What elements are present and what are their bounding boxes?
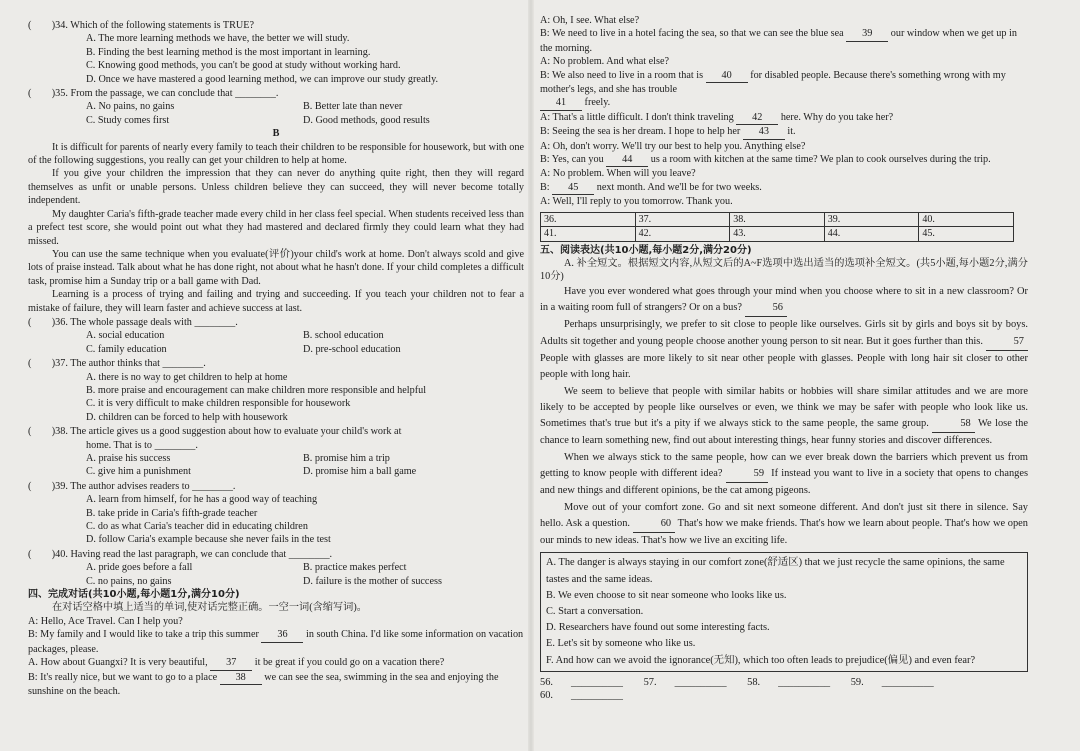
question-40 — [28, 548, 524, 588]
answer-cell[interactable]: 42. — [635, 227, 730, 241]
answer-number: 58. — [747, 676, 761, 688]
dialog-line — [540, 450, 1028, 500]
question-stem: ( )39. The author advises readers to ________. — [28, 480, 236, 492]
line-text: We seem to believe that people with similar habits or hobbies will share similar attitudes and we are more likely to be accepted by people like ourselves or even, we think we may be safer with people who look like us. Sometimes that's true but it's a pity if we always stick to the same people, the same group. — [540, 385, 1028, 430]
left-column — [28, 18, 524, 698]
paragraph: Learning is a process of trying and failing and trying and succeeding. If you teach your children not to fear a mistake of failure, they will learn faster and achieve success at last. — [28, 289, 524, 314]
option-d: D. Researchers have found out some interesting facts. — [546, 622, 770, 634]
dialog-line — [540, 140, 1028, 153]
paragraph: My daughter Caria's fifth-grade teacher made every child in her class feel special. When students received less than a prefect test score, she would point out what they had mastered and declared firmly they could learn what they had missed. — [28, 208, 524, 247]
answer-number: 59. — [850, 676, 864, 688]
answer-blank[interactable]: 57. __________ — [643, 676, 727, 688]
dialog-line — [540, 96, 1028, 110]
question-stem: ( )38. The article gives us a good suggestion about how to evaluate your child's work at — [28, 426, 402, 438]
section-4-title: 四、完成对话(共10小题,每小题1分,满分10分) — [28, 589, 240, 601]
answer-blanks — [540, 676, 1028, 703]
fill-blank[interactable]: 57 — [986, 334, 1028, 351]
fill-blank[interactable]: 60 — [633, 516, 675, 533]
fill-blank[interactable]: 44 — [606, 153, 648, 167]
line-text: If instead you want to live in a society that opens to changes and new things and different opinions, be the cat among pigeons. — [540, 467, 1028, 497]
dialog-line — [540, 111, 1028, 125]
dialog-line — [540, 14, 1028, 27]
line-text: A: Oh, I see. What else? — [540, 15, 640, 26]
option-b: B. promise him a trip — [303, 453, 390, 464]
answer-cell[interactable]: 36. — [541, 212, 636, 226]
fill-blank[interactable]: 42 — [736, 111, 778, 125]
option-a: A. praise his success — [86, 453, 171, 464]
option-b: B. We even choose to sit near someone who looks like us. — [546, 589, 787, 601]
option-c: C. it is very difficult to make children responsible for housework — [86, 398, 351, 410]
answer-blank[interactable]: 56. __________ — [540, 676, 623, 688]
question-37 — [28, 357, 524, 424]
dialog-line — [540, 69, 1028, 97]
question-stem-cont: home. That is to ________. — [86, 439, 198, 451]
line-text: B: My family and I would like to take a trip this summer — [28, 629, 259, 641]
answer-cell[interactable]: 43. — [730, 227, 825, 241]
line-text: A: No problem. When will you leave? — [540, 168, 696, 180]
fill-blank[interactable]: 43 — [743, 125, 785, 139]
fill-blank[interactable]: 39 — [846, 27, 888, 41]
answer-blank[interactable]: 58. __________ — [747, 676, 831, 688]
question-39 — [28, 480, 524, 547]
dialog-line — [540, 500, 1028, 550]
line-text: for disabled people. Because there's something wrong with my mother's legs, and she has trouble — [540, 69, 1006, 96]
dialog-line — [28, 628, 524, 656]
answer-blank[interactable]: 60. __________ — [540, 690, 623, 702]
option-a: A. there is no way to get children to help at home — [86, 371, 288, 383]
answer-number: 56. — [540, 676, 553, 688]
option-d: D. failure is the mother of success — [303, 575, 442, 587]
line-text: A: Hello, Ace Travel. Can I help you? — [28, 615, 183, 627]
line-text: it be great if you could go on a vacation there? — [254, 657, 445, 669]
option-b: B. more praise and encouragement can make children more responsible and helpful — [86, 384, 427, 396]
fill-blank[interactable]: 56 — [745, 300, 787, 317]
question-stem: ( )36. The whole passage deals with ________. — [28, 316, 238, 328]
option-b: B. take pride in Caria's fifth-grade teacher — [86, 507, 258, 519]
answer-cell[interactable]: 38. — [730, 212, 825, 226]
dialog-right — [540, 14, 1028, 209]
option-f: F. And how can we avoid the ignorance(无知), which too often leads to prejudice(偏见) and even fear? — [546, 654, 976, 666]
line-text: B: — [540, 181, 550, 193]
option-d: D. children can be forced to help with housework — [86, 411, 288, 423]
line-text: it. — [787, 126, 796, 138]
line-text: freely. — [584, 97, 611, 109]
line-text: We lose the chance to learn something new, find out about interesting things, hear funny stories and discover differences. — [540, 418, 1028, 447]
option-a: A. learn from himself, for he has a good way of teaching — [86, 494, 318, 506]
option-a: A. social education — [86, 330, 165, 342]
option-a: A. The danger is always staying in our comfort zone(舒适区) that we just recycle the same opinions, the same tastes and the same ideas. — [546, 557, 1005, 585]
answer-cell[interactable]: 44. — [824, 227, 919, 241]
option-a: A. pride goes before a fall — [86, 562, 193, 574]
answer-cell[interactable]: 45. — [919, 227, 1014, 241]
option-c: C. Start a conversation. — [546, 606, 644, 618]
dialog-line — [540, 195, 1028, 208]
option-c: C. family education — [86, 343, 167, 355]
fill-blank[interactable]: 38 — [220, 671, 262, 685]
line-text: next month. And we'll be for two weeks. — [596, 181, 762, 193]
dialog-line — [540, 181, 1028, 195]
options-box — [540, 552, 1028, 671]
question-stem: ( )34. Which of the following statements is TRUE? — [28, 20, 254, 31]
fill-blank[interactable]: 40 — [706, 69, 748, 83]
section-5-title: 五、阅读表达(共10小题,每小题2分,满分20分) — [540, 244, 752, 256]
line-text: B: We also need to live in a room that is — [540, 69, 704, 81]
option-d: D. Once we have mastered a good learning method, we can improve our study greatly. — [86, 73, 439, 85]
dialog-line — [540, 27, 1028, 55]
question-34 — [28, 19, 524, 86]
answer-blank[interactable]: 59. __________ — [850, 676, 934, 688]
dialog-line — [540, 55, 1028, 68]
fill-blank[interactable]: 41 — [540, 96, 582, 110]
line-text: B: Yes, can you — [540, 154, 604, 166]
dialog-line — [540, 125, 1028, 139]
dialog-line — [28, 656, 524, 670]
paragraph: It is difficult for parents of nearly every family to teach their children to be responsible for housework, but with one of the following suggestions, you really can get your children to help at home. — [28, 141, 524, 167]
section-4-instruction: 在对话空格中填上适当的单词,使对话完整正确。一空一词(含缩写词)。 — [52, 602, 367, 614]
fill-blank[interactable]: 45 — [552, 181, 594, 195]
option-c: C. Knowing good methods, you can't be good at study without working hard. — [86, 60, 401, 72]
line-text: B: Seeing the sea is her dream. I hope to help her — [540, 126, 741, 138]
line-text: People with glasses are more likely to sit near other people with glasses. People with long hair sit closer to other people with long hair. — [540, 352, 1028, 381]
paragraph: If you give your children the impression that they can never do anything quite right, then they will regard themselves as unfit or unable persons. Unless children believe they can succeed, they will never become totally independent. — [28, 168, 524, 207]
option-c: C. do as what Caria's teacher did in educating children — [86, 521, 308, 533]
option-b: B. Finding the best learning method is the most important in learning. — [86, 46, 371, 58]
line-text: That's how we make friends. That's how we learn about people. That's how we open our minds to new ideas. That's how we live an exciting life. — [540, 517, 1028, 547]
question-35 — [28, 87, 524, 127]
line-text: A: Oh, don't worry. We'll try our best to help you. Anything else? — [540, 140, 806, 152]
line-text: B: It's really nice, but we want to go to a place — [28, 671, 218, 683]
line-text: A: Well, I'll reply to you tomorrow. Thank you. — [540, 196, 733, 208]
option-b: B. practice makes perfect — [303, 562, 407, 574]
option-b: B. school education — [303, 330, 384, 342]
fill-blank[interactable]: 59 — [726, 466, 768, 483]
dialog-line — [540, 167, 1028, 180]
line-text: our window when we get up in the morning. — [540, 28, 1017, 54]
fill-blank[interactable]: 58 — [932, 416, 974, 433]
dialog-line — [28, 671, 524, 699]
reading-passage — [540, 284, 1028, 550]
page-fold — [528, 0, 534, 751]
option-d: D. Good methods, good results — [303, 114, 430, 126]
dialog-line — [540, 153, 1028, 167]
line-text: Perhaps unsurprisingly, we prefer to sit close to people like ourselves. Girls sit by girls and boys sit by boys. Adults sit together and young people choose another young person to sit near. But it goes further than this. — [540, 319, 1028, 347]
line-text: B: We need to live in a hotel facing the sea, so that we can see the blue sea — [540, 28, 844, 40]
answer-number: 60. — [540, 690, 553, 702]
option-a: A. The more learning methods we have, the better we will study. — [86, 33, 350, 45]
dialog-left — [28, 615, 524, 698]
option-a: A. No pains, no gains — [86, 101, 175, 113]
question-36 — [28, 316, 524, 356]
option-d: D. pre-school education — [303, 343, 401, 355]
option-b: B. Better late than never — [303, 101, 403, 113]
paragraph: You can use the same technique when you evaluate(评价)your child's work at home. Don't always scold and give lots of praise instead. Talk about what he has done right, not about what he hasn't done. If your child completes a difficult task, promise him a Sunday trip or a ball game with Dad. — [28, 248, 524, 287]
question-stem: ( )37. The author thinks that ________. — [28, 358, 206, 370]
option-e: E. Let's sit by someone who like us. — [546, 638, 696, 650]
answer-cell[interactable]: 41. — [541, 227, 636, 241]
answer-cell[interactable]: 37. — [635, 212, 730, 226]
fill-blank[interactable]: 37 — [210, 656, 252, 670]
right-column — [540, 14, 1028, 703]
line-text: When we always stick to the same people, how can we ever break down the barriers which prevent us from getting to know people with different idea? — [540, 451, 1028, 479]
dialog-line — [540, 384, 1028, 450]
dialog-line — [28, 615, 524, 628]
fill-blank[interactable]: 36 — [261, 628, 303, 642]
answer-number: 57. — [643, 676, 657, 688]
answer-cell[interactable]: 39. — [824, 212, 919, 226]
answer-grid — [540, 212, 1014, 242]
line-text: A: No problem. And what else? — [540, 56, 670, 68]
question-stem: ( )35. From the passage, we can conclude that ________. — [28, 88, 279, 100]
option-c: C. give him a punishment — [86, 466, 191, 478]
line-text: A. How about Guangxi? It is very beautiful, — [28, 657, 208, 669]
option-d: D. promise him a ball game — [303, 466, 417, 478]
line-text: Have you ever wondered what goes through your mind when you choose where to sit in a new classroom? Or in a waiting room full of strangers? Or on a bus? — [540, 285, 1028, 314]
line-text: A: That's a little difficult. I don't think traveling — [540, 111, 734, 123]
section-b-title: B — [272, 128, 280, 140]
option-d: D. follow Caria's example because she never fails in the test — [86, 534, 331, 546]
line-text: in south China. I'd like some information on vacation packages, please. — [28, 629, 524, 655]
option-c: C. Study comes first — [86, 114, 170, 126]
dialog-line — [540, 284, 1028, 318]
question-38 — [28, 425, 524, 479]
line-text: here. Why do you take her? — [780, 111, 894, 123]
section-5-instruction: A. 补全短文。根据短文内容,从短文后的A~F选项中选出适当的选项补全短文。(共5小题,每小题2分,满分10分) — [540, 257, 1028, 283]
dialog-line — [540, 317, 1028, 383]
line-text: Move out of your comfort zone. Go and sit next someone different. And don't just sit there in silence. Say hello. Ask a question. — [540, 501, 1028, 529]
question-stem: ( )40. Having read the last paragraph, we can conclude that ________. — [28, 548, 333, 560]
line-text: we can see the sea, swimming in the sea and enjoying the sunshine on the beach. — [28, 671, 499, 697]
answer-cell[interactable]: 40. — [919, 212, 1014, 226]
line-text: us a room with kitchen at the same time? We plan to cook ourselves during the trip. — [650, 154, 991, 166]
option-c: C. no pains, no gains — [86, 575, 172, 587]
passage-b — [28, 141, 524, 315]
